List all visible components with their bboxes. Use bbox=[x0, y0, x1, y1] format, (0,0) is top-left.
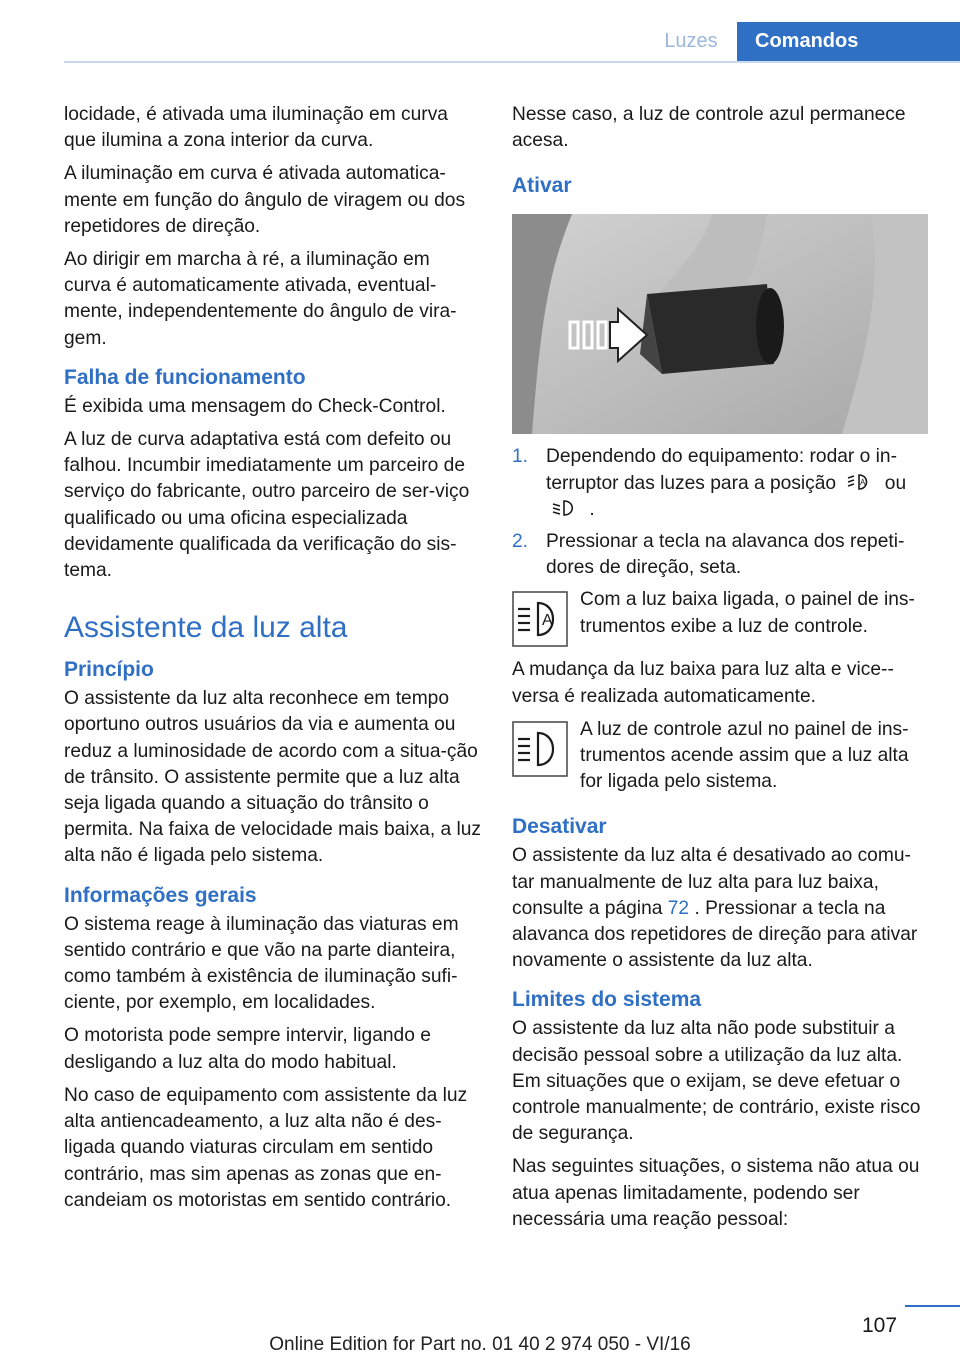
heading-ativar: Ativar bbox=[512, 174, 572, 198]
page-number: 107 bbox=[862, 1314, 898, 1337]
header-tab-section[interactable]: Luzes bbox=[664, 30, 718, 52]
page-reference-link[interactable]: 72 bbox=[667, 897, 690, 919]
turn-signal-lever-photo bbox=[512, 214, 928, 434]
paragraph bbox=[512, 843, 930, 974]
heading-falha: Falha de funcionamento bbox=[64, 365, 306, 389]
step-text-c: . bbox=[589, 498, 595, 520]
step-number: 1. bbox=[512, 446, 529, 468]
paragraph: A luz de curva adaptativa está com defeito ou falhou. Incumbir imediatamente um parceiro de serviço do fabricante, outro parceiro de ser‐viço qualificado ou uma oficina especializada devidamente qualificada da verificação do sis‐tema. bbox=[64, 429, 470, 582]
right-column bbox=[512, 102, 930, 1240]
paragraph: Ao dirigir em marcha à ré, a iluminação em curva é automaticamente ativada, eventual‐mente, independentemente do ângulo de vira‐gem. bbox=[64, 249, 457, 349]
footer-edition: Online Edition for Part no. 01 40 2 974 050 - VI/16 bbox=[269, 1334, 691, 1355]
list-item bbox=[512, 444, 930, 523]
paragraph: Nesse caso, a luz de controle azul permanece acesa. bbox=[512, 104, 906, 152]
heading-limites: Limites do sistema bbox=[512, 988, 702, 1012]
steps-list bbox=[512, 444, 930, 581]
paragraph: O assistente da luz alta não pode substituir a decisão pessoal sobre a utilização da luz alta. Em situações que o exijam, se deve efetuar o controle manualmente; de contrário, existe risco de segurança. bbox=[512, 1018, 921, 1145]
paragraph: No caso de equipamento com assistente da luz alta antiencadeamento, a luz alta não é des‐ligada quando viaturas circulam em sentido contrário, mas sim apenas as zonas que en‐candeiam os motoristas em sentido contrário. bbox=[64, 1084, 468, 1211]
heading-desativar: Desativar bbox=[512, 815, 607, 839]
page-number-rule bbox=[905, 1305, 960, 1307]
auto-high-beam-indicator-icon bbox=[512, 591, 568, 647]
icon-note-text: A luz de controle azul no painel de ins‐trumentos acende assim que a luz alta for ligada pelo sistema. bbox=[580, 718, 909, 793]
icon-note-text: Com a luz baixa ligada, o painel de ins‐trumentos exibe a luz de controle. bbox=[580, 589, 915, 637]
step-text-b: ou bbox=[884, 472, 907, 494]
paragraph: O sistema reage à iluminação das viaturas em sentido contrário e que vão na parte dianteira, como também à existência de iluminação sufi‐ciente, por exemplo, em localidades. bbox=[64, 913, 459, 1014]
icon-note-1 bbox=[512, 587, 930, 647]
paragraph: Nas seguintes situações, o sistema não atua ou atua apenas limitadamente, podendo ser necessária uma reação pessoal: bbox=[512, 1156, 920, 1230]
auto-light-switch-icon bbox=[847, 472, 873, 492]
high-beam-indicator-icon bbox=[512, 721, 568, 777]
icon-note-2 bbox=[512, 717, 930, 796]
paragraph-text: O assistente da luz alta é desativado ao comu‐tar manualmente de luz alta para luz baixa, consulte a página bbox=[512, 845, 911, 919]
svg-text:A: A bbox=[860, 477, 866, 487]
step-text: Pressionar a tecla na alavanca dos repeti‐dores de direção, seta. bbox=[546, 531, 905, 579]
left-column bbox=[64, 102, 482, 1221]
section-title: Assistente da luz alta bbox=[64, 611, 348, 645]
list-item bbox=[512, 529, 930, 581]
step-text-a: Dependendo do equipamento: rodar o in‐terruptor das luzes para a posição bbox=[546, 446, 897, 494]
paragraph: A mudança da luz baixa para luz alta e vice-‐versa é realizada automaticamente. bbox=[512, 659, 894, 707]
step-number: 2. bbox=[512, 531, 529, 553]
paragraph: É exibida uma mensagem do Check-Control. bbox=[64, 395, 446, 417]
header-divider bbox=[64, 61, 960, 63]
paragraph-text: . Pressionar a tecla na alavanca dos repetidores de direção para ativar novamente o assistente da luz alta. bbox=[512, 897, 918, 972]
heading-principio: Princípio bbox=[64, 658, 154, 682]
step-text bbox=[546, 444, 930, 523]
paragraph: O motorista pode sempre intervir, ligando e desligando a luz alta do modo habitual. bbox=[64, 1025, 431, 1073]
heading-info: Informações gerais bbox=[64, 883, 257, 907]
header-tab-chapter[interactable]: Comandos bbox=[737, 22, 960, 61]
paragraph: A iluminação em curva é ativada automatica‐mente em função do ângulo de viragem ou dos repetidores de direção. bbox=[64, 163, 466, 237]
low-beam-icon bbox=[552, 498, 578, 518]
svg-text:A: A bbox=[542, 612, 553, 630]
paragraph: locidade, é ativada uma iluminação em curva que ilumina a zona interior da curva. bbox=[64, 104, 448, 152]
paragraph: O assistente da luz alta reconhece em tempo oportuno outros usuários da via e aumenta ou reduz a luminosidade de acordo com a situa‐ção de trânsito. O assistente permite que a luz alta seja ligada quando a situação do trânsito o permita. Na faixa de velocidade mais baixa, a luz alta não é ligada pelo sistema. bbox=[64, 688, 482, 867]
